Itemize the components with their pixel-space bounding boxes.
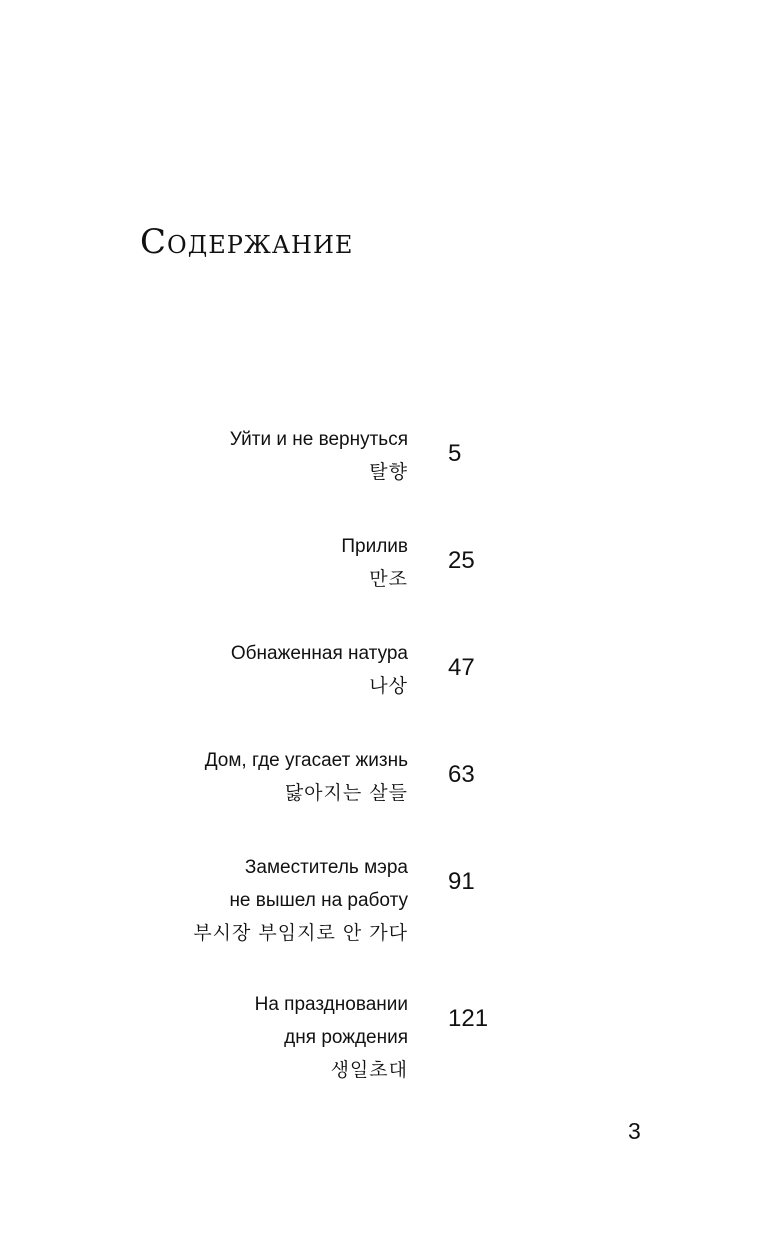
entry-page-number: 91	[448, 868, 475, 895]
entry-title-ko: 탈향	[369, 461, 408, 483]
entry-title-ru: Заместитель мэра	[244, 857, 408, 878]
entry-title-ko: 생일초대	[330, 1059, 408, 1081]
entry-title-ru: Дом, где угасает жизнь	[204, 750, 408, 771]
toc-entry-titles	[100, 423, 408, 489]
entry-title-ru: На праздновании	[254, 994, 408, 1015]
entry-title-ru: дня рождения	[284, 1027, 408, 1048]
toc-entry-titles	[100, 744, 408, 810]
entry-title-ru: не вышел на работу	[229, 890, 408, 911]
toc-entry-titles	[100, 988, 408, 1087]
entry-title-ko: 나상	[369, 675, 408, 697]
entry-title-ru: Уйти и не вернуться	[229, 429, 408, 450]
entry-title-ko: 닳아지는 살들	[284, 782, 408, 804]
entry-page-number: 121	[448, 1005, 489, 1032]
toc-entry-titles	[100, 851, 408, 950]
entry-page-number: 5	[448, 440, 462, 467]
entry-page-number: 47	[448, 654, 475, 681]
entry-title-ko: 만조	[369, 568, 408, 590]
entry-title-ru: Прилив	[341, 536, 408, 557]
entry-page-number: 63	[448, 761, 475, 788]
toc-entry-titles	[100, 637, 408, 703]
entry-title-ru: Обнаженная натура	[230, 643, 408, 664]
entry-page-number: 25	[448, 547, 475, 574]
page-title: Содержание	[140, 222, 354, 262]
toc-entry-titles	[100, 530, 408, 596]
entry-title-ko: 부시장 부임지로 안 가다	[193, 922, 408, 944]
page-folio: 3	[628, 1118, 641, 1144]
